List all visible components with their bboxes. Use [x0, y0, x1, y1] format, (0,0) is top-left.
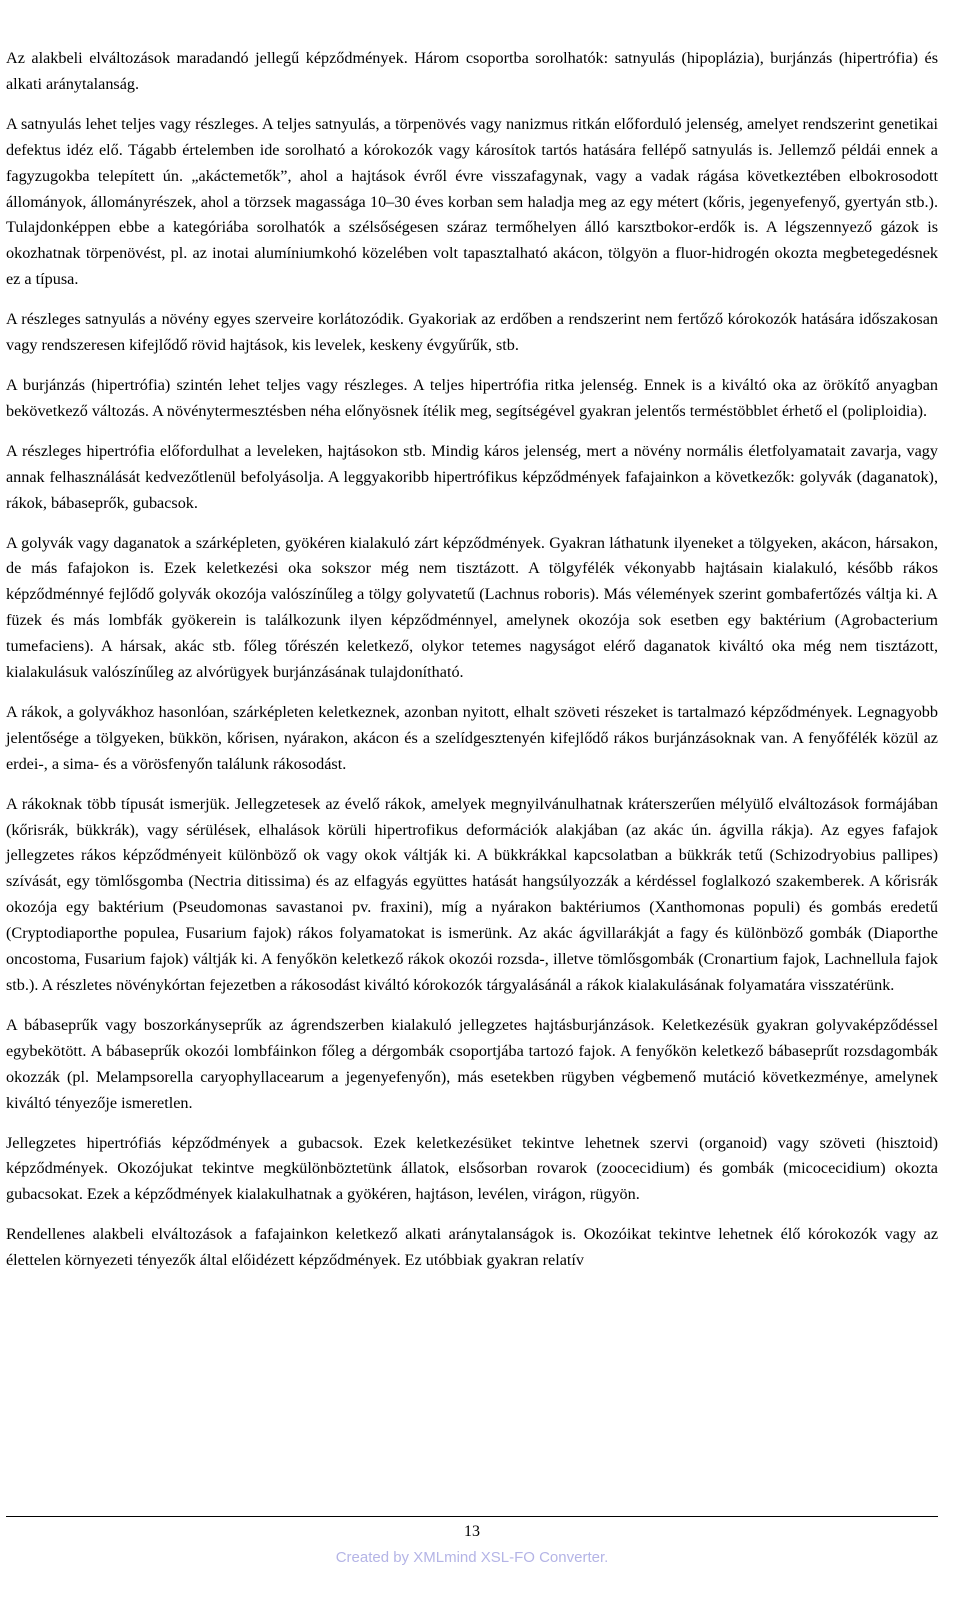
paragraph-alakbeli-elvaltozasok: Az alakbeli elváltozások maradandó jellegű képződmények. Három csoportba sorolhatók: satnyulás (hipoplázia), burjánzás (hipertrófia) és alkati aránytalanság.: [6, 49, 938, 93]
paragraph-rakok: A rákok, a golyvákhoz hasonlóan, szárképleten keletkeznek, azonban nyitott, elhalt szöveti részeket is tartalmazó képződmények. Legnagyobb jelentősége a tölgyeken, bükkön, kőrisen, nyárakon, akácon és a szelídgesztenyén kifejlődő rákos burjánzásoknak van. A fenyőfélék közül az erdei-, a sima- és a vörösfenyőn találunk rákosodást.: [6, 702, 938, 773]
paragraph-satnyulas: A satnyulás lehet teljes vagy részleges. A teljes satnyulás, a törpenövés vagy nanizmus ritkán előforduló jelenség, amelyet rendszerint genetikai defektus idéz elő. Tágabb értelemben ide sorolható a kórokozók vagy károsítok tartós hatására fellépő satnyulás is. Jellemző példái ennek a fagyzugokba telepített ún. „akáctemetők”, ahol a hajtások évről évre visszafagynak, vagy a vadak rágása következtében elbokrosodott állományok, állományrészek, ahol a törzsek magassága 10–30 éves korban sem haladja meg az egy métert (kőris, jegenyefenyő, gyertyán stb.). Tulajdonképpen ebbe a kategóriába sorolhatók a szélsőségesen száraz termőhelyen álló karsztbokor-erdők is. A légszennyező gázok is okozhatnak törpenövést, pl. az inotai alumíniumkohó közelében volt tapasztalható akácon, tölgyön a fluor-hidrogén okozta megbetegedésnek ez a típusa.: [6, 114, 938, 289]
paragraph-burjanzas: A burjánzás (hipertrófia) szintén lehet teljes vagy részleges. A teljes hipertrófia ritka jelenség. Ennek is a kiváltó oka az örökítő anyagban bekövetkező változás. A növénytermesztésben néha előnyösnek ítélik meg, segítségével gyakran jelentős terméstöbblet érhető el (poliploidia).: [6, 375, 938, 420]
paragraph-babasepruk: A bábaseprűk vagy boszorkányseprűk az ágrendszerben kialakuló jellegzetes hajtásburjánzások. Keletkezésük gyakran golyvaképződéssel egybekötött. A bábaseprűk okozói lombfáinkon főleg a dérgombák csoportjába tartozó fajok. A fenyőkön keletkező bábaseprűt rozsdagombák okozzák (pl. Melampsorella caryophyllacearum a jegenyefenyőn), más esetekben rügyben végbemenő mutáció következménye, amelynek kiváltó tényezője ismeretlen.: [6, 1015, 938, 1112]
paragraph-reszleges-hipertrofia: A részleges hipertrófia előfordulhat a leveleken, hajtásokon stb. Mindig káros jelenség, mert a növény normális életfolyamatait zavarja, vagy annak felhasználását kedvezőtlenül befolyásolja. A leggyakoribb hipertrófikus képződmények fafajainkon a következők: golyvák (daganatok), rákok, bábaseprők, gubacsok.: [6, 441, 938, 512]
converter-watermark: Created by XMLmind XSL-FO Converter.: [335, 1549, 609, 1566]
paragraph-golyvak: A golyvák vagy daganatok a szárképleten, gyökéren kialakuló zárt képződmények. Gyakran láthatunk ilyeneket a tölgyeken, akácon, hársakon, de más fafajokon is. Ezek keletkezési oka sokszor még nem tisztázott. A tölgyfélék vékonyabb hajtásain kialakuló, később rákos képződménnyé fejlődő golyvák okozója valószínűleg a tölgy golyvatetű (Lachnus roboris). Más vélemények szerint gombafertőzés váltja ki. A füzek és más lombfák gyökerein is találkozunk ilyen képződménnyel, amelynek okozója sok esetben egy baktérium (Agrobacterium tumefaciens). A hársak, akác stb. főleg tőrészén keletkező, olykor tetemes nagyságot elérő daganatok kiváltó oka még nem tisztázott, kialakulásuk valószínűleg az alvórügyek burjánzásának tulajdonítható.: [6, 533, 938, 682]
paragraph-reszleges-satnyulas: A részleges satnyulás a növény egyes szerveire korlátozódik. Gyakoriak az erdőben a rendszerint nem fertőző kórokozók hatására időszakosan vagy rendszeresen kifejlődő rövid hajtások, kis levelek, keskeny évgyűrűk, stb.: [6, 310, 938, 355]
page-number: 13: [464, 1523, 480, 1540]
paragraph-alkati-aranytalansag: Rendellenes alakbeli elváltozások a fafajainkon keletkező alkati aránytalanságok is. Okozóikat tekintve lehetnek élő kórokozók vagy az élettelen környezeti tényezők által előidézett képződmények. Ez utóbbiak gyakran relatív: [6, 1225, 938, 1270]
footer-divider: [6, 1516, 938, 1517]
document-body: [6, 46, 938, 1288]
paragraph-rak-tipusok: A rákoknak több típusát ismerjük. Jellegzetesek az évelő rákok, amelyek megnyilvánulhatnak kráterszerűen mélyülő elváltozások formájában (kőrisrák, bükkrák), vagy sérülések, elhalások körüli hipertrofikus deformációk alakjában (az akác ún. ágvilla rákja). Az egyes fafajok jellegzetes rákos képződményeit különböző ok vagy okok váltják ki. A bükkrákkal kapcsolatban a bükkrák tetű (Schizodryobius pallipes) szívását, egy tömlősgomba (Nectria ditissima) és az elfagyás együttes hatását hangsúlyozzák a kérdéssel foglalkozó szakemberek. A kőrisrák okozója egy baktérium (Pseudomonas savastanoi pv. fraxini), míg a nyárakon baktériumos (Xanthomonas populi) és gombás eredetű (Cryptodiaporthe populea, Fusarium fajok) rákos folyamatokat is ismerünk. Az akác ágvillarákját a fagy és különböző gombák (Diaporthe oncostoma, Fusarium fajok) váltják ki. A fenyőkön keletkező rákok okozói rozsda-, illetve tömlősgombák (Cronartium fajok, Lachnellula fajok stb.). A részletes növénykórtan fejezetben a rákosodást kiváltó kórokozók tárgyalásánál a rákok kialakulásának folyamatára visszatérünk.: [6, 794, 938, 994]
paragraph-gubacsok: Jellegzetes hipertrófiás képződmények a gubacsok. Ezek keletkezésüket tekintve lehetnek szervi (organoid) vagy szöveti (hisztoid) képződmények. Okozójukat tekintve megkülönböztetünk állatok, elsősorban rovarok (zoocecidium) és gombák (micocecidium) okozta gubacsokat. Ezek a képződmények kialakulhatnak a gyökéren, hajtáson, levélen, virágon, rügyön.: [6, 1133, 938, 1204]
